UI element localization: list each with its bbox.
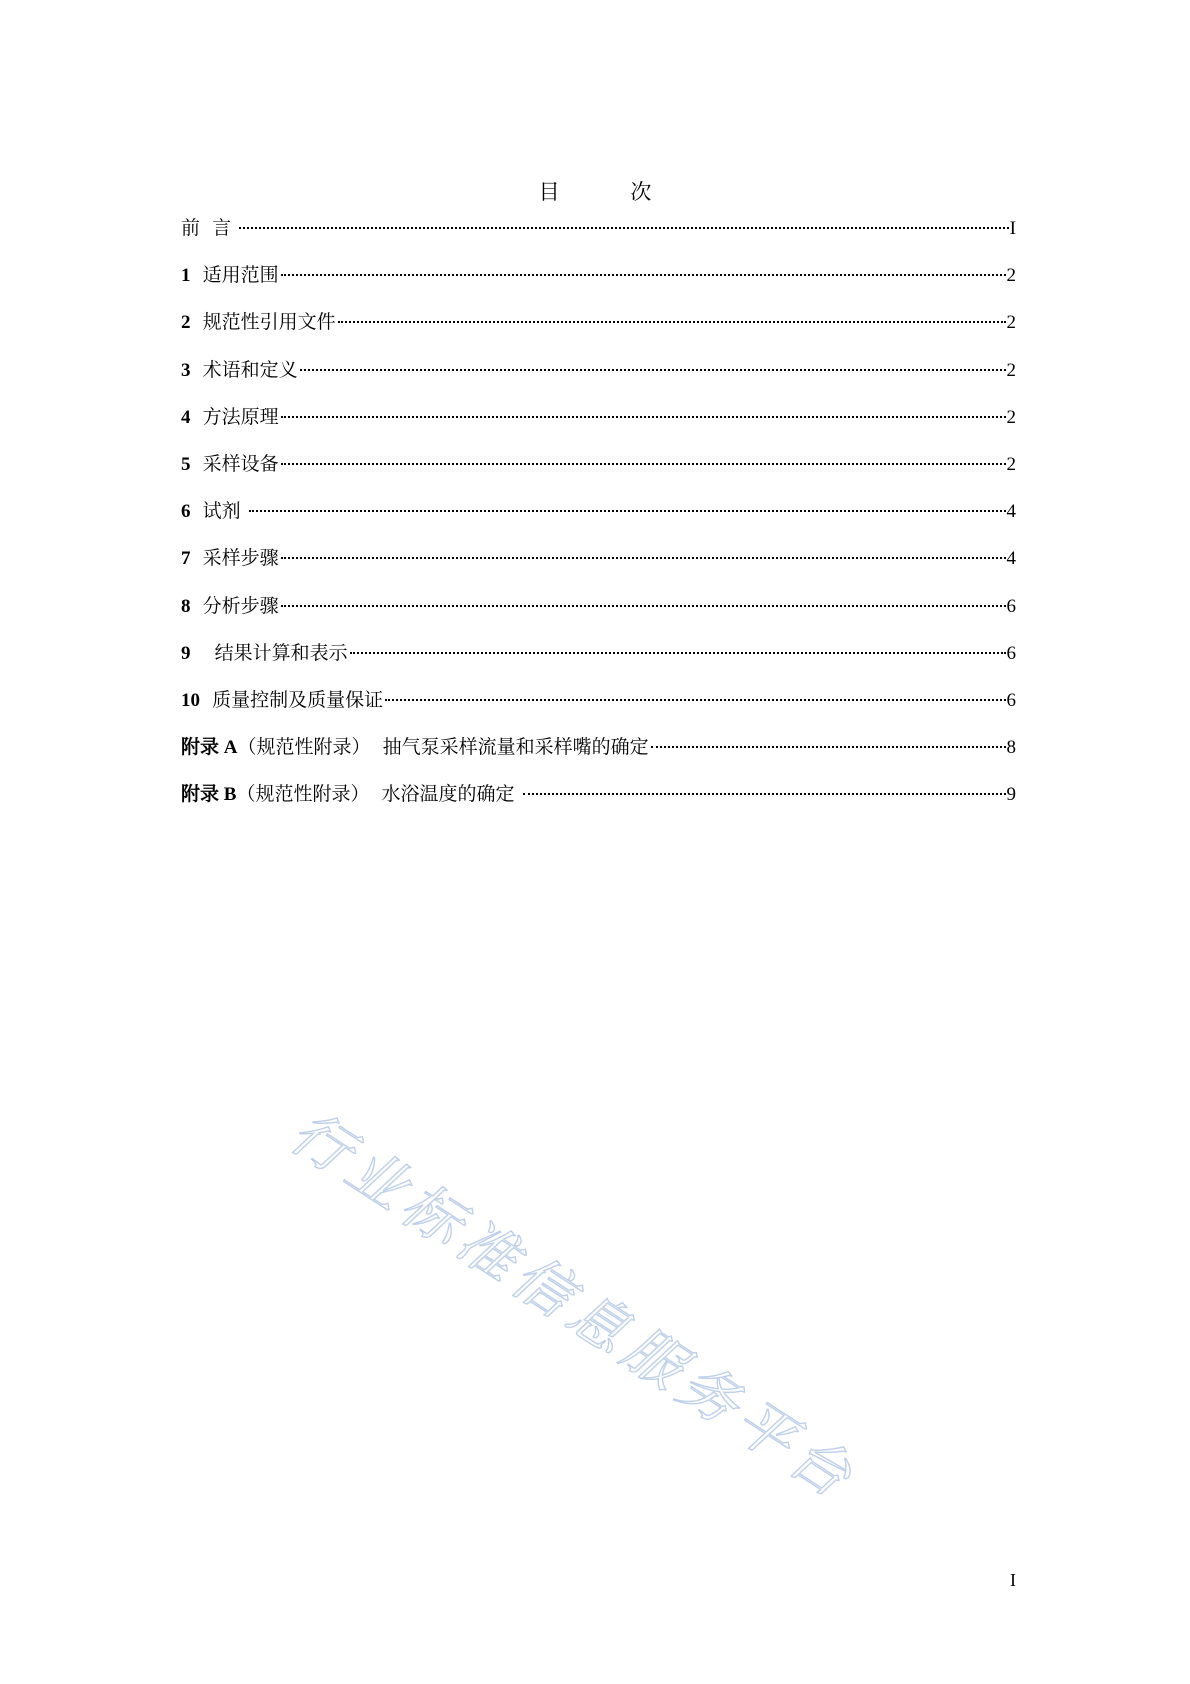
toc-entry-label: 采样设备 (190, 452, 279, 475)
toc-leader-dots (651, 746, 1006, 748)
toc-entry-number: 3 (181, 359, 191, 381)
toc-leader-dots (239, 227, 1009, 229)
toc-entry-page: I (1009, 218, 1016, 239)
toc-entry-number: 附录 A (181, 737, 238, 759)
page-title: 目 次 (538, 180, 684, 204)
toc-entry-number: 8 (181, 595, 191, 617)
toc-entry-page: 8 (1006, 737, 1016, 759)
toc-entry-number: 1 (181, 265, 191, 287)
toc-leader-dots (523, 793, 1006, 795)
toc-entry-label: 结果计算和表示 (190, 641, 348, 664)
toc-entry-appendix-b[interactable] (181, 780, 1016, 827)
toc-entry-9[interactable] (181, 639, 1016, 686)
toc-entry-page: 6 (1006, 642, 1016, 664)
toc-entry-8[interactable] (181, 592, 1016, 639)
toc-leader-dots (385, 699, 1005, 701)
toc-entry-label: 规范性引用文件 (190, 311, 336, 334)
toc-entry-label: 质量控制及质量保证 (200, 688, 384, 711)
toc-entry-label: 术语和定义 (190, 358, 298, 381)
toc-leader-dots (281, 416, 1006, 418)
toc-entry-page: 6 (1006, 595, 1016, 617)
toc-entry-page: 9 (1006, 784, 1016, 806)
toc-entry-2[interactable] (181, 308, 1016, 355)
toc-leader-dots (338, 321, 1006, 323)
toc-entry-label: （规范性附录） 水浴温度的确定 (236, 783, 521, 806)
toc-entry-page: 2 (1006, 453, 1016, 475)
toc-entry-number: 4 (181, 406, 191, 428)
toc-entry-foreword[interactable] (181, 214, 1016, 261)
toc-entry-page: 2 (1006, 359, 1016, 381)
toc-entry-4[interactable] (181, 403, 1016, 450)
toc-entry-label: 试剂 (190, 500, 247, 523)
toc-leader-dots (300, 369, 1006, 371)
toc-entry-1[interactable] (181, 261, 1016, 308)
table-of-contents (181, 214, 1016, 827)
toc-entry-label: 采样步骤 (190, 547, 279, 570)
watermark: 行业标准信息服务平台 (278, 1097, 870, 1515)
toc-leader-dots (281, 463, 1006, 465)
toc-entry-page: 6 (1006, 689, 1016, 711)
toc-leader-dots (281, 605, 1006, 607)
toc-entry-7[interactable] (181, 544, 1016, 591)
toc-leader-dots (281, 274, 1006, 276)
toc-entry-page: 2 (1006, 312, 1016, 334)
toc-entry-page: 2 (1006, 265, 1016, 287)
toc-entry-number: 附录 B (181, 784, 237, 806)
toc-entry-3[interactable] (181, 356, 1016, 403)
toc-entry-number: 前 (181, 217, 201, 239)
toc-entry-page: 4 (1006, 501, 1016, 523)
toc-entry-6[interactable] (181, 497, 1016, 544)
toc-entry-number: 6 (181, 501, 191, 523)
toc-entry-number: 10 (181, 689, 200, 711)
toc-entry-label: 言 (200, 217, 238, 239)
toc-entry-10[interactable] (181, 686, 1016, 733)
toc-entry-label: 方法原理 (190, 405, 279, 428)
toc-entry-label: （规范性附录） 抽气泵采样流量和采样嘴的确定 (237, 736, 649, 759)
page-number: I (1010, 1570, 1016, 1590)
toc-entry-number: 7 (181, 548, 191, 570)
toc-entry-number: 5 (181, 453, 191, 475)
toc-entry-appendix-a[interactable] (181, 733, 1016, 780)
toc-leader-dots (249, 510, 1006, 512)
toc-entry-number: 2 (181, 312, 191, 334)
toc-entry-page: 2 (1006, 406, 1016, 428)
toc-leader-dots (350, 652, 1006, 654)
toc-entry-page: 4 (1006, 548, 1016, 570)
toc-entry-5[interactable] (181, 450, 1016, 497)
toc-leader-dots (281, 557, 1006, 559)
toc-entry-label: 分析步骤 (190, 594, 279, 617)
toc-entry-number: 9 (181, 642, 191, 664)
toc-entry-label: 适用范围 (190, 264, 279, 287)
